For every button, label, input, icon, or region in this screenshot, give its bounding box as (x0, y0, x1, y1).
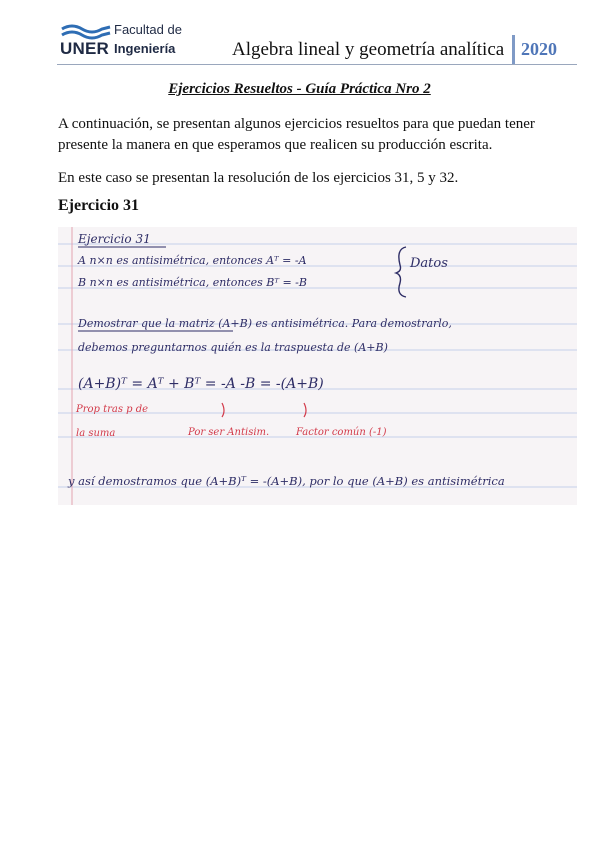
hw-equation: (A+B)ᵀ = Aᵀ + Bᵀ = -A -B = -(A+B) (78, 376, 324, 392)
hw-line-c: Demostrar que la matriz (A+B) es antisimétrica. Para demostrarlo, (78, 317, 452, 330)
hw-datos: Datos (410, 256, 448, 271)
hw-line-b: B n×n es antisimétrica, entonces Bᵀ = -B (78, 276, 307, 289)
hw-conclusion: y así demostramos que (A+B)ᵀ = -(A+B), por lo que (A+B) es antisimétrica (68, 474, 505, 488)
logo-faculty-text: Facultad de (114, 22, 182, 37)
handwritten-solution-photo (58, 227, 577, 505)
section-heading: Ejercicio 31 (58, 197, 140, 214)
arrow-down-icon (222, 403, 224, 417)
hw-note-2: Por ser Antisim. (188, 427, 270, 438)
header-divider (57, 64, 577, 65)
hw-heading: Ejercicio 31 (78, 232, 151, 246)
hw-note-3: Factor común (-1) (296, 427, 387, 438)
notebook-page (58, 227, 577, 505)
scope-paragraph: En este caso se presentan la resolución de los ejercicios 31, 5 y 32. (58, 170, 459, 186)
hw-line-d: debemos preguntarnos quién es la traspuesta de (A+B) (78, 341, 388, 354)
header-separator (512, 35, 515, 65)
course-year: 2020 (521, 39, 557, 59)
brace-icon (396, 247, 406, 297)
logo-school-name: Ingeniería (114, 41, 176, 56)
intro-paragraph: A continuación, se presentan algunos ejercicios resueltos para que puedan tener presente la manera en que esperamos que realicen su producción escrita. (58, 116, 535, 153)
course-title: Algebra lineal y geometría analítica (232, 39, 505, 60)
logo-university-name: UNER (60, 39, 109, 58)
waves-logo-icon (60, 24, 112, 40)
hw-line-a: A n×n es antisimétrica, entonces Aᵀ = -A (78, 254, 307, 267)
hw-note-1b: la suma (76, 428, 116, 439)
arrow-down-icon (304, 403, 306, 417)
university-logo (60, 22, 200, 60)
document-title: Ejercicios Resueltos - Guía Práctica Nro 2 (168, 81, 431, 97)
hw-note-1a: Prop tras p de (76, 404, 149, 415)
